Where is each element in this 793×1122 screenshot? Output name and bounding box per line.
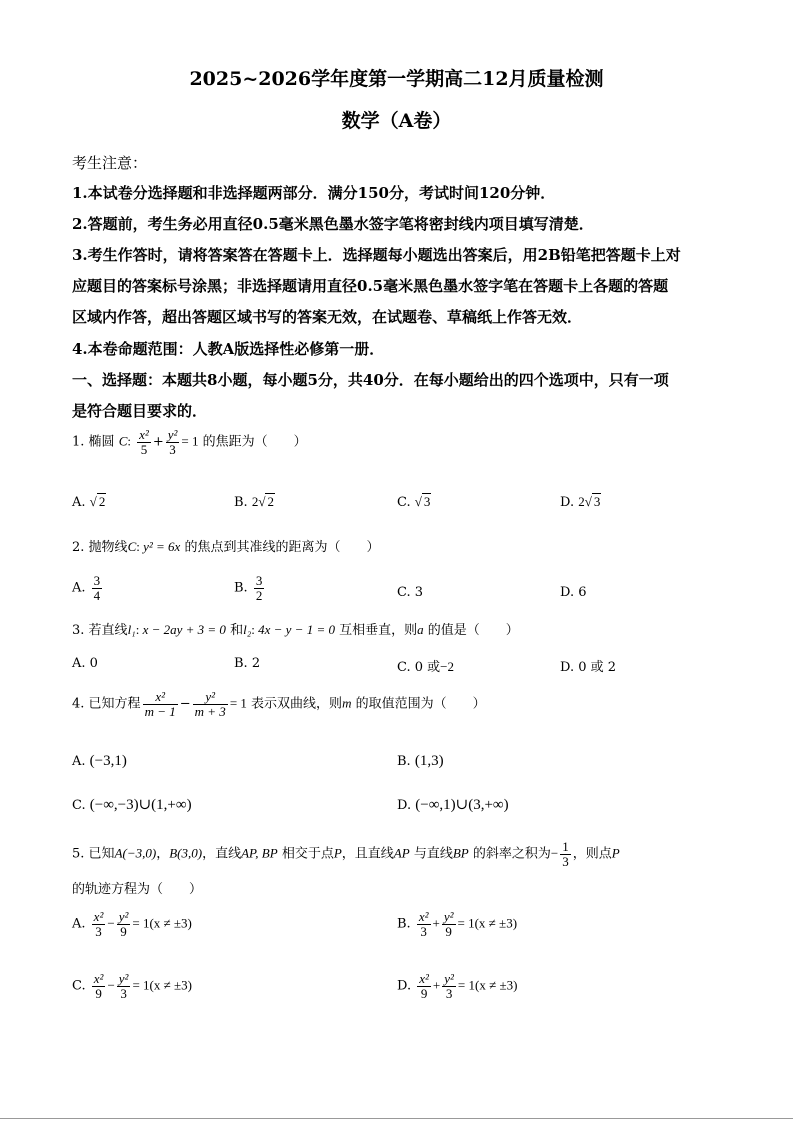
q2-equation: y² = 6x <box>143 539 181 554</box>
question-1: 1. 椭圆 C: $\frac{\text{x²}}{5}$ + $\frac{\text{y²}}{3}$ = 1 的焦距为（ ） <box>72 427 307 457</box>
notes-heading: 考生注意： <box>72 154 148 172</box>
q4-option-d: D. (−∞,1)∪(3,+∞) <box>397 797 509 813</box>
q1-option-b: B. 2√ 2 <box>234 494 274 510</box>
q3-option-c: C. 0 或−2 <box>397 659 454 675</box>
q1-option-c: C. √ 3 <box>397 494 431 510</box>
question-3: 3. 若直线l₁: x − 2ay + 3 = 0 和l₂: 4x − y − 1 = 0 互相垂直，则a 的值是（ ） <box>72 622 519 638</box>
q2-option-a: A. $\frac{3}{4}$ <box>72 573 101 603</box>
q1-curve: C <box>118 433 128 449</box>
q4-option-a: A. (−3,1) <box>72 753 127 769</box>
note-3-line3: 区域内作答，超出答题区域书写的答案无效，在试题卷、草稿纸上作答无效． <box>72 308 583 326</box>
q3-option-d: D. 0 或 2 <box>560 660 617 675</box>
q2-option-d: D. 6 <box>560 585 587 600</box>
q3-option-a: A. 0 <box>72 656 98 671</box>
q4-option-b: B. (1,3) <box>397 753 444 769</box>
q2-option-c: C. 3 <box>397 585 424 600</box>
page-bottom-divider <box>0 1118 793 1119</box>
question-5-line2: 的轨迹方程为（ ） <box>72 882 203 897</box>
q1-frac-x: $\frac{\text{x²}}{5}$ <box>139 427 149 457</box>
exam-title: 2025~2026学年度第一学期高二12月质量检测 <box>189 68 604 90</box>
q1-post: 的焦距为（ ） <box>202 434 307 450</box>
section1-intro-line1: 一、选择题：本题共8小题，每小题5分，共40分．在每小题给出的四个选项中，只有一项 <box>72 371 669 389</box>
q5-option-d: D. $\frac{\text{x²}}{9}$ + $\frac{\text{y²}}{3}$ = 1(x ≠ ±3) <box>397 971 518 1001</box>
q1-pre: 椭圆 <box>88 434 115 450</box>
q5-option-a: A. $\frac{\text{x²}}{3}$ − $\frac{\text{y²}}{9}$ = 1(x ≠ ±3) <box>72 909 192 939</box>
note-3-line2: 应题目的答案标号涂黑；非选择题请用直径0.5毫米黑色墨水签字笔在答题卡上各题的答题 <box>72 277 669 295</box>
note-3-line1: 3.考生作答时，请将答案答在答题卡上．选择题每小题选出答案后，用2B铅笔把答题卡上对 <box>72 246 681 264</box>
question-4: 4. 已知方程 $\frac{\text{x²}}{m - 1}$ − $\frac{\text{y²}}{m + 3}$ = 1 表示双曲线，则m 的取值范围为（ ） <box>72 689 486 719</box>
exam-subtitle: 数学（A卷） <box>341 110 452 132</box>
question-2: 2. 抛物线C: y² = 6x 的焦点到其准线的距离为（ ） <box>72 539 380 555</box>
section1-intro-line2: 是符合题目要求的． <box>72 402 208 420</box>
q5-option-b: B. $\frac{\text{x²}}{3}$ + $\frac{\text{y²}}{9}$ = 1(x ≠ ±3) <box>397 909 518 939</box>
note-4: 4.本卷命题范围：人教A版选择性必修第一册． <box>72 340 385 358</box>
q4-option-c: C. (−∞,−3)∪(1,+∞) <box>72 797 192 813</box>
q1-option-d: D. 2√ 3 <box>560 494 601 510</box>
q5-option-c: C. $\frac{\text{x²}}{9}$ − $\frac{\text{y²}}{3}$ = 1(x ≠ ±3) <box>72 971 192 1001</box>
note-1: 1.本试卷分选择题和非选择题两部分．满分150分，考试时间120分钟． <box>72 184 556 202</box>
question-5: 5. 已知A(−3,0)，B(3,0)，直线AP, BP 相交于点P，且直线AP 与直线BP 的斜率之积为− $\frac{1}{3}$ ，则点P <box>72 839 620 869</box>
q2-option-b: B. $\frac{3}{2}$ <box>234 573 263 603</box>
q1-number: 1. <box>72 434 85 450</box>
note-2: 2.答题前，考生务必用直径0.5毫米黑色墨水签字笔将密封线内项目填写清楚． <box>72 215 594 233</box>
q3-option-b: B. 2 <box>234 656 261 671</box>
q1-option-a: A. √ 2 <box>72 494 106 510</box>
q1-frac-y: $\frac{\text{y²}}{3}$ <box>167 427 178 457</box>
